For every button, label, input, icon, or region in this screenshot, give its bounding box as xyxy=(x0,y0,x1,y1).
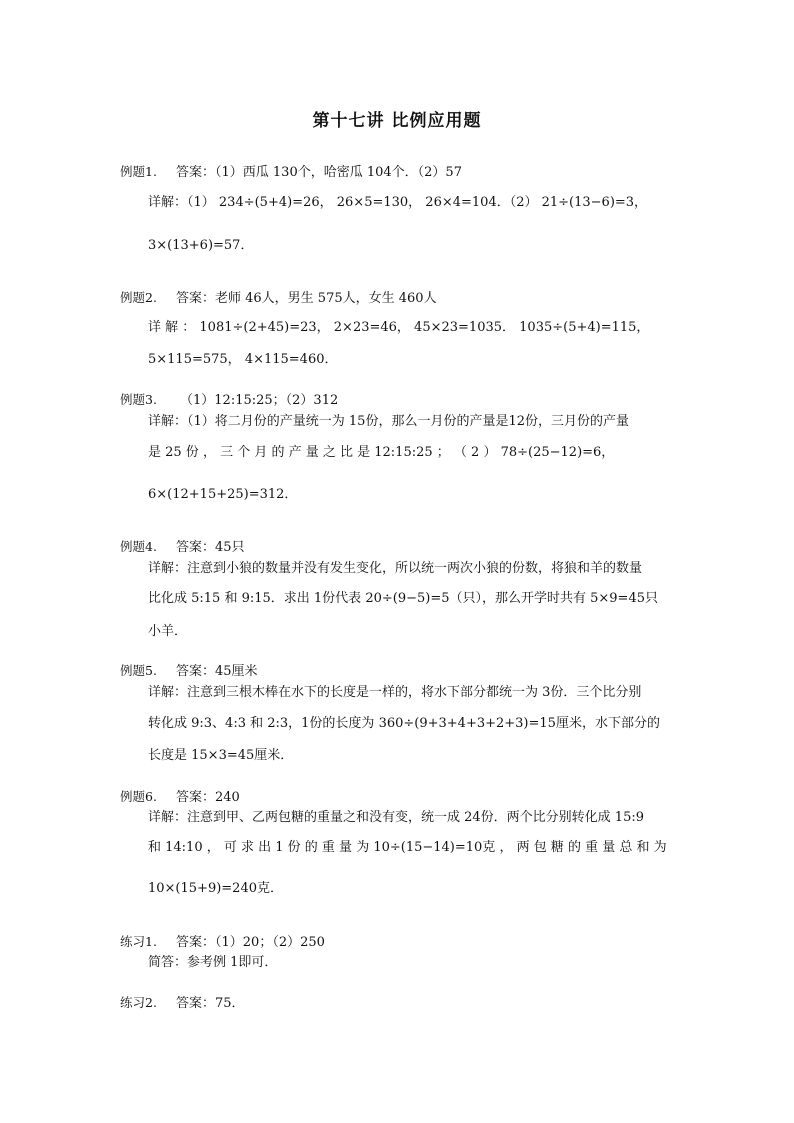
item-answer: 答案：（1）20；（2）250 xyxy=(176,935,325,950)
item-line: 10×(15+9)=240克． xyxy=(148,881,283,896)
item-line: 3×(13+6)=57． xyxy=(148,238,254,253)
item-answer: 答案：45厘米 xyxy=(176,664,258,679)
item-label: 例题6. xyxy=(120,789,157,804)
item-answer: 答案：240 xyxy=(176,790,240,805)
item-answer: （1）12:15:25；（2）312 xyxy=(180,393,339,408)
item-line: 5×115=575， 4×115=460． xyxy=(148,352,338,367)
item-label: 练习1. xyxy=(120,934,157,949)
item-line: 详解：注意到小狼的数量并没有发生变化，所以统一两次小狼的份数，将狼和羊的数量 xyxy=(148,561,643,576)
item-answer: 答案：老师 46人，男生 575人，女生 460人 xyxy=(176,291,437,306)
item-label: 例题1. xyxy=(120,164,157,179)
item-line: 小羊． xyxy=(148,624,188,639)
item-line: 长度是 15×3=45厘米． xyxy=(148,748,294,763)
item-line: 详解：（1） 234÷(5+4)=26， 26×5=130， 26×4=104．（2） 21÷(13−6)=3， xyxy=(148,195,648,210)
page-title: 第十七讲 比例应用题 xyxy=(312,111,482,131)
item-line: 是 25 份 ， 三 个 月 的 产 量 之 比 是 12:15:25 ； （ 2 ） 78÷(25−12)=6， xyxy=(148,445,615,460)
item-label: 例题2. xyxy=(120,290,157,305)
item-answer: 答案：（1）西瓜 130个，哈密瓜 104个．（2）57 xyxy=(176,165,462,180)
item-label: 练习2. xyxy=(120,995,157,1010)
item-line: 详解：注意到三根木棒在水下的长度是一样的，将水下部分都统一为 3份．三个比分别 xyxy=(148,685,642,700)
item-line: 比化成 5:15 和 9:15．求出 1份代表 20÷(9−5)=5（只），那么开学时共有 5×9=45只 xyxy=(148,591,658,606)
item-line: 详解：注意到甲、乙两包糖的重量之和没有变，统一成 24份．两个比分别转化成 15:9 xyxy=(148,810,645,825)
item-answer: 答案：45只 xyxy=(176,540,245,555)
item-answer: 答案：75． xyxy=(176,996,245,1011)
item-label: 例题5. xyxy=(120,663,157,678)
item-line: 和 14:10 ， 可 求 出 1 份 的 重 量 为 10÷(15−14)=10克 ， 两 包 糖 的 重 量 总 和 为 xyxy=(148,840,667,855)
item-line: 详 解 ： 1081÷(2+45)=23， 2×23=46， 45×23=1035． 1035÷(5+4)=115， xyxy=(148,320,650,335)
item-line: 简答：参考例 1即可． xyxy=(148,955,278,970)
item-line: 6×(12+15+25)=312． xyxy=(148,487,298,502)
item-line: 转化成 9:3、4:3 和 2:3，1份的长度为 360÷(9+3+4+3+2+3)=15厘米，水下部分的 xyxy=(148,716,660,731)
item-label: 例题4. xyxy=(120,539,157,554)
item-label: 例题3. xyxy=(120,392,157,407)
item-line: 详解：（1）将二月份的产量统一为 15份，那么一月份的产量是12份，三月份的产量 xyxy=(148,414,629,429)
